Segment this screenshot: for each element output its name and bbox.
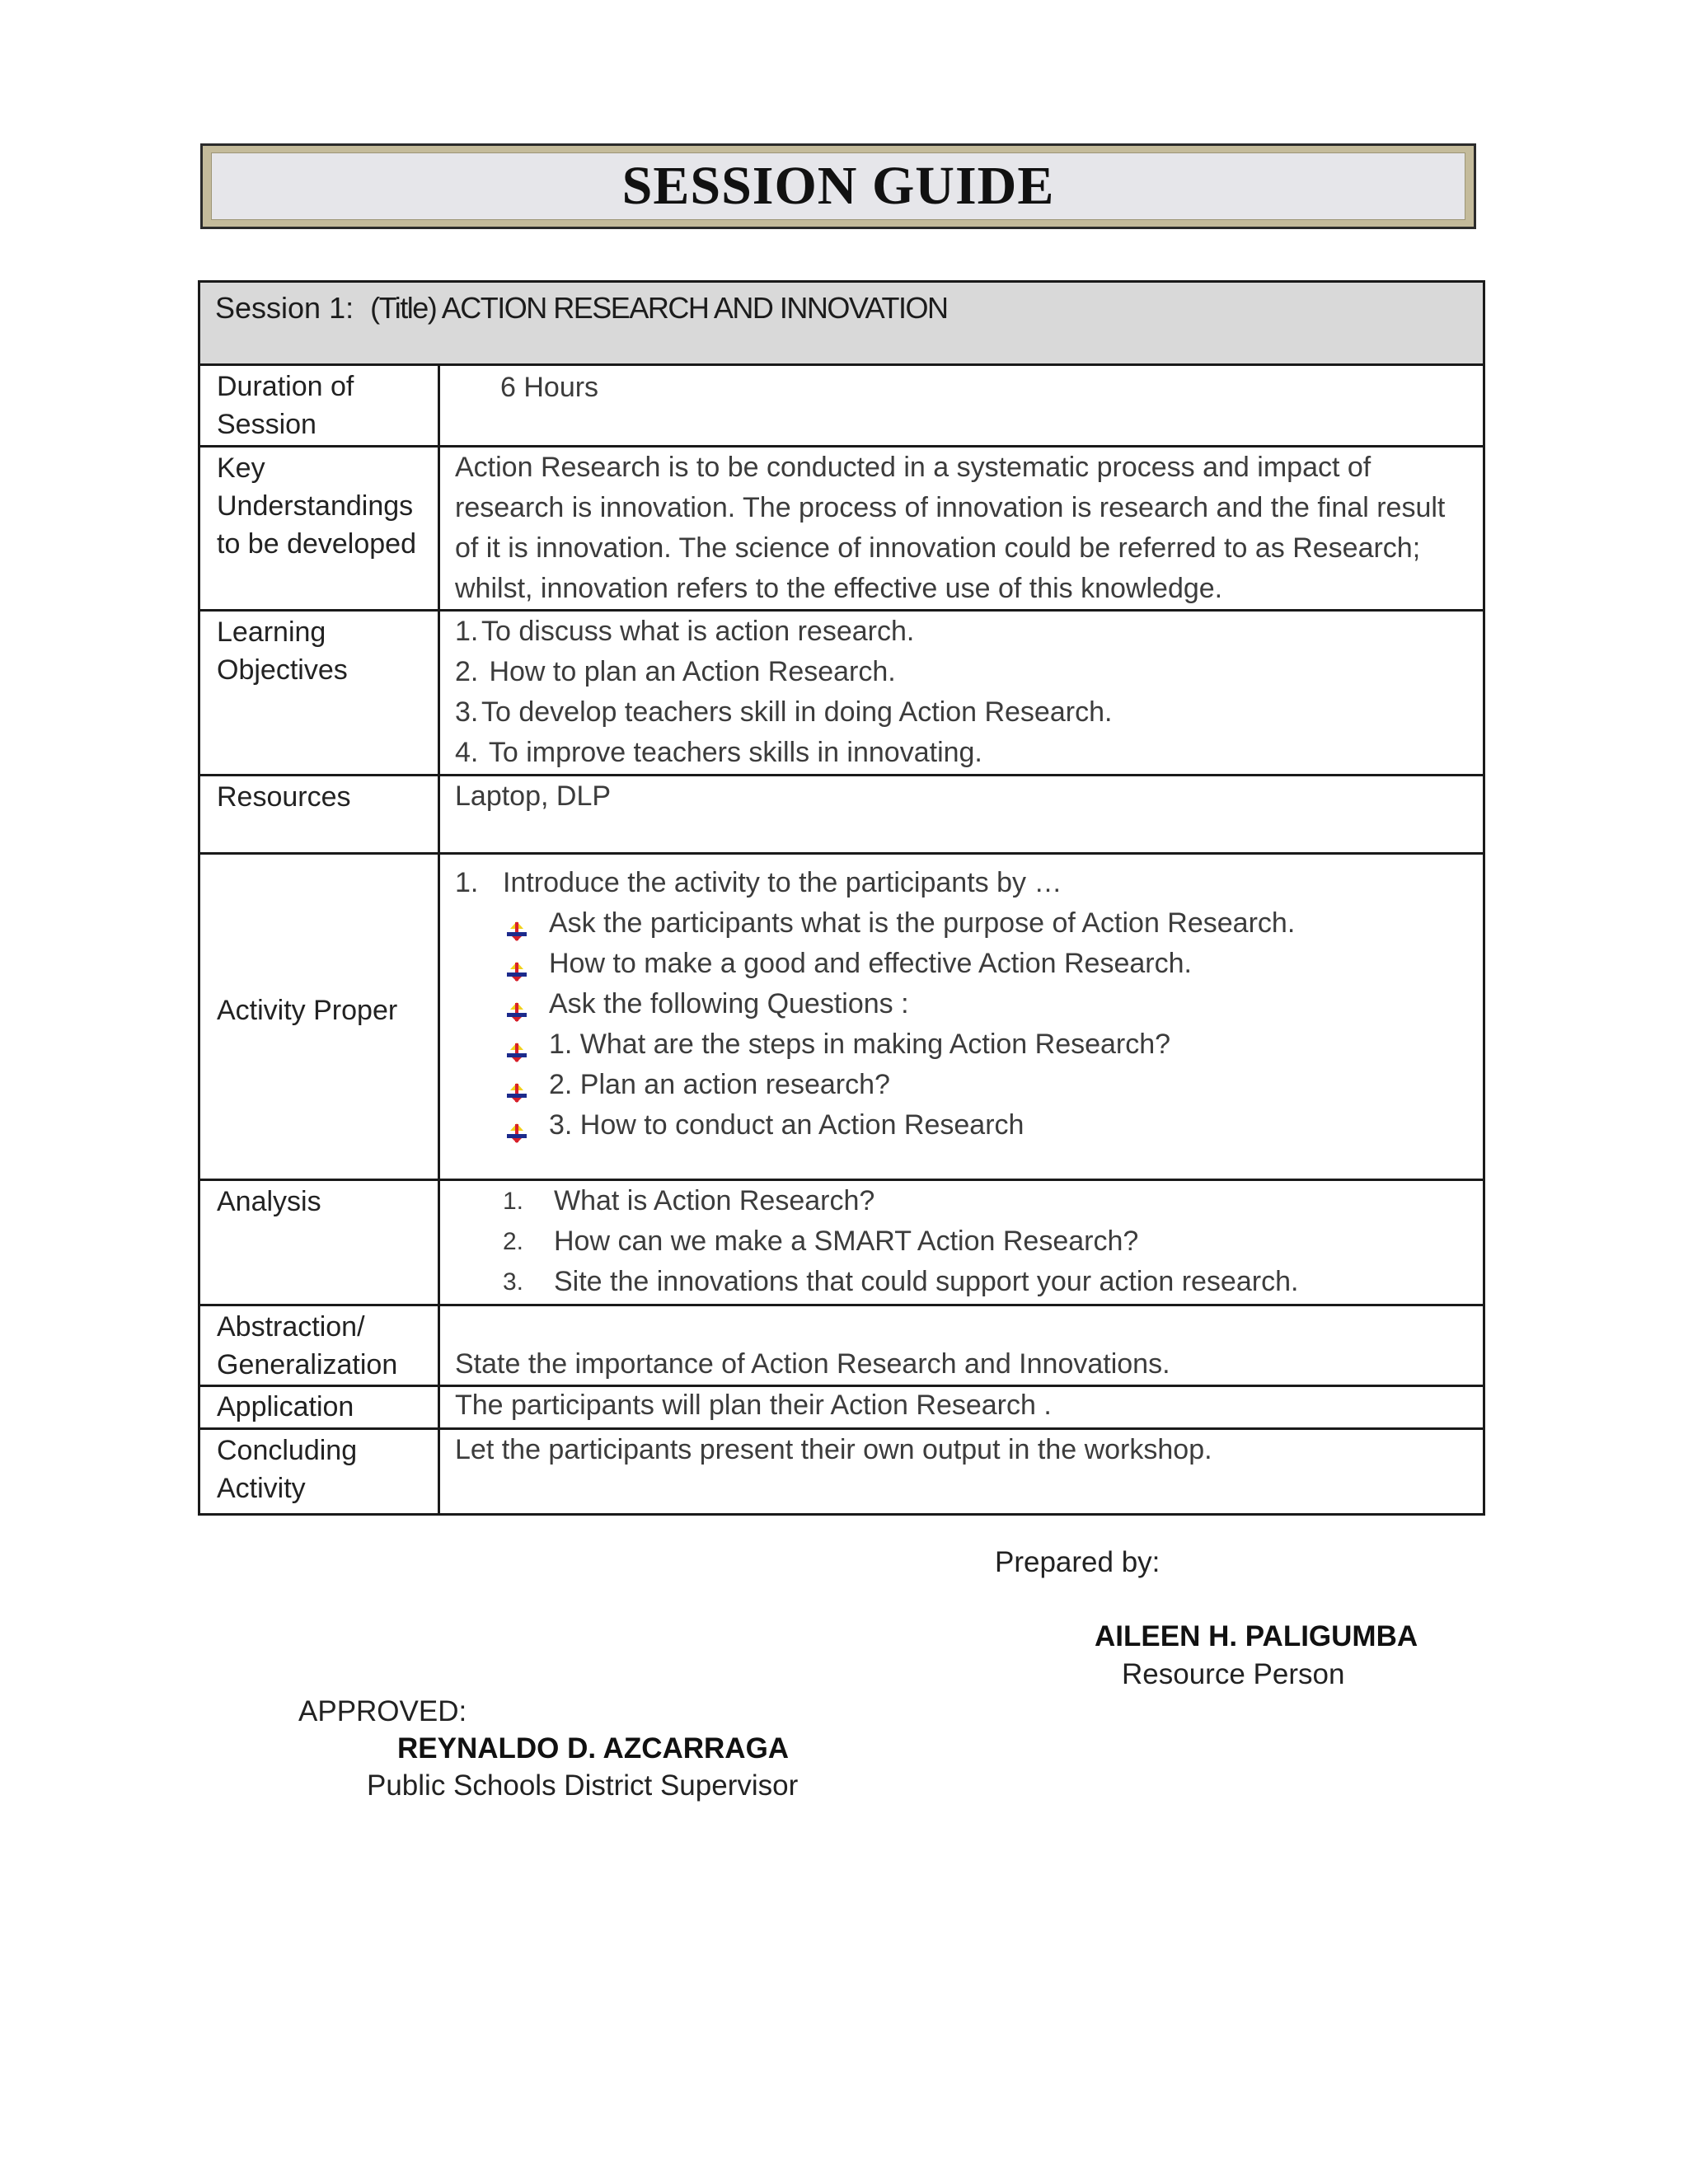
list-item bbox=[503, 1181, 1475, 1221]
list-item-text: What is Action Research? bbox=[554, 1185, 875, 1216]
arrow-bullet-icon bbox=[506, 1115, 528, 1137]
list-item-text: 2. Plan an action research? bbox=[549, 1069, 890, 1100]
prepared-by-label: Prepared by: bbox=[995, 1546, 1160, 1578]
key-understandings-label bbox=[199, 447, 439, 611]
list-item-text: Site the innovations that could support your action research. bbox=[554, 1266, 1299, 1297]
session-label: Session 1: bbox=[215, 291, 354, 325]
learning-objectives-list bbox=[455, 612, 1475, 773]
list-item-number: 3. bbox=[455, 696, 479, 728]
activity-bullet-list bbox=[455, 903, 1475, 1146]
list-item-text: Ask the participants what is the purpose of Action Research. bbox=[549, 907, 1296, 939]
arrow-bullet-icon bbox=[506, 954, 528, 975]
list-item bbox=[506, 1105, 1475, 1146]
list-item-number: 2. bbox=[455, 656, 479, 687]
list-item-number: 4. bbox=[455, 737, 479, 768]
key-understandings-text-cell bbox=[439, 447, 1484, 611]
abstraction-row bbox=[199, 1305, 1484, 1386]
key-understandings-row bbox=[199, 447, 1484, 611]
approver-name: REYNALDO D. AZCARRAGA bbox=[397, 1732, 790, 1765]
activity-intro-number: 1. bbox=[455, 867, 479, 898]
concluding-value: Let the participants present their own output in the workshop. bbox=[455, 1434, 1212, 1465]
list-item bbox=[506, 984, 1475, 1024]
list-item-number: 2. bbox=[503, 1228, 524, 1255]
list-item-number: 1. bbox=[455, 616, 479, 647]
arrow-bullet-icon bbox=[506, 1075, 528, 1096]
concluding-value-cell bbox=[439, 1429, 1484, 1515]
activity-proper-row bbox=[199, 854, 1484, 1180]
analysis-row bbox=[199, 1180, 1484, 1305]
application-label: Application bbox=[199, 1386, 439, 1429]
session-title: (Title) ACTION RESEARCH AND INNOVATION bbox=[370, 291, 948, 325]
learning-objectives-cell bbox=[439, 611, 1484, 776]
list-item-text: To develop teachers skill in doing Action Research. bbox=[481, 696, 1113, 728]
list-item bbox=[506, 1065, 1475, 1105]
resources-label: Resources bbox=[199, 776, 439, 854]
page-title: SESSION GUIDE bbox=[621, 156, 1055, 216]
activity-intro bbox=[455, 863, 1475, 903]
application-row bbox=[199, 1386, 1484, 1429]
key-understandings-label-line3: to be developed bbox=[217, 528, 416, 560]
duration-row bbox=[199, 365, 1484, 447]
key-understandings-text: Action Research is to be conducted in a systematic process and impact of research is innovation. The process of innovation is research and the final result of it is innovation. The science of innovation could be referred to as Research; whilst, innovation refers to the effective use of this knowledge. bbox=[455, 452, 1446, 604]
learning-objectives-label-line1: Learning bbox=[217, 616, 326, 648]
activity-proper-cell bbox=[439, 854, 1484, 1180]
approved-label: APPROVED: bbox=[298, 1695, 467, 1727]
list-item bbox=[455, 692, 1475, 733]
list-item bbox=[506, 1024, 1475, 1065]
list-item bbox=[503, 1221, 1475, 1262]
duration-label bbox=[199, 365, 439, 447]
abstraction-label bbox=[199, 1305, 439, 1386]
list-item-text: How to plan an Action Research. bbox=[481, 656, 896, 687]
session-header-cell bbox=[199, 282, 1484, 365]
list-item bbox=[455, 733, 1475, 773]
concluding-label-line1: Concluding bbox=[217, 1435, 358, 1466]
list-item-text: How to make a good and effective Action Research. bbox=[549, 948, 1192, 979]
preparer-role: Resource Person bbox=[1122, 1658, 1345, 1690]
application-value-cell bbox=[439, 1386, 1484, 1429]
analysis-cell bbox=[439, 1180, 1484, 1305]
arrow-bullet-icon bbox=[506, 1034, 528, 1056]
list-item-text: To discuss what is action research. bbox=[481, 616, 915, 647]
resources-value: Laptop, DLP bbox=[455, 780, 612, 812]
arrow-bullet-icon bbox=[506, 994, 528, 1015]
key-understandings-label-line1: Key bbox=[217, 452, 265, 484]
learning-objectives-label-line2: Objectives bbox=[217, 654, 348, 686]
resources-row bbox=[199, 776, 1484, 854]
key-understandings-label-line2: Understandings bbox=[217, 490, 414, 522]
session-guide-table bbox=[198, 280, 1485, 1516]
list-item bbox=[503, 1262, 1475, 1302]
application-value: The participants will plan their Action Research . bbox=[455, 1390, 1052, 1421]
abstraction-label-line1: Abstraction/ bbox=[217, 1311, 365, 1343]
duration-label-line1: Duration of bbox=[217, 371, 354, 402]
duration-label-line2: Session bbox=[217, 409, 316, 440]
concluding-label-line2: Activity bbox=[217, 1473, 306, 1504]
list-item-text: How can we make a SMART Action Research? bbox=[554, 1226, 1139, 1257]
list-item bbox=[506, 944, 1475, 984]
abstraction-value: State the importance of Action Research and Innovations. bbox=[455, 1348, 1170, 1380]
activity-proper-label: Activity Proper bbox=[199, 854, 439, 1180]
duration-value: 6 Hours bbox=[500, 372, 599, 403]
list-item-text: 1. What are the steps in making Action Research? bbox=[549, 1029, 1171, 1060]
activity-intro-text: Introduce the activity to the participants by … bbox=[503, 867, 1062, 898]
abstraction-value-cell bbox=[439, 1305, 1484, 1386]
list-item bbox=[455, 652, 1475, 692]
resources-value-cell bbox=[439, 776, 1484, 854]
analysis-list bbox=[455, 1181, 1475, 1302]
learning-objectives-label bbox=[199, 611, 439, 776]
duration-value-cell bbox=[439, 365, 1484, 447]
list-item bbox=[506, 903, 1475, 944]
list-item-number: 3. bbox=[503, 1268, 524, 1296]
concluding-label bbox=[199, 1429, 439, 1515]
list-item-text: 3. How to conduct an Action Research bbox=[549, 1109, 1025, 1141]
list-item bbox=[455, 612, 1475, 652]
list-item-number: 1. bbox=[503, 1188, 524, 1215]
title-banner-inner bbox=[211, 152, 1465, 220]
concluding-row bbox=[199, 1429, 1484, 1515]
session-header-row bbox=[199, 282, 1484, 365]
learning-objectives-row bbox=[199, 611, 1484, 776]
analysis-label: Analysis bbox=[199, 1180, 439, 1305]
preparer-name: AILEEN H. PALIGUMBA bbox=[1095, 1620, 1418, 1652]
approver-role: Public Schools District Supervisor bbox=[367, 1769, 799, 1802]
title-banner bbox=[200, 143, 1476, 229]
arrow-bullet-icon bbox=[506, 913, 528, 935]
list-item-text: To improve teachers skills in innovating. bbox=[481, 737, 982, 768]
abstraction-label-line2: Generalization bbox=[217, 1349, 398, 1380]
list-item-text: Ask the following Questions : bbox=[549, 988, 909, 1019]
